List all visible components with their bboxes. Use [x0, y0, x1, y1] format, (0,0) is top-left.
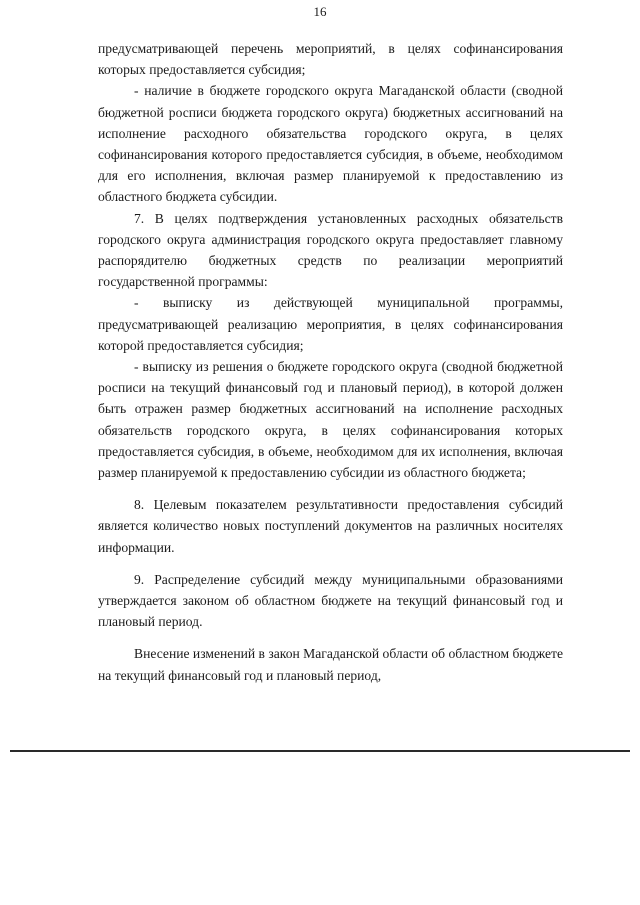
document-body: [98, 38, 563, 686]
paragraph-8: Внесение изменений в закон Магаданской области об областном бюджете на текущий финансовый год и плановый период,: [98, 646, 563, 683]
paragraph-7: 9. Распределение субсидий между муниципальными образованиями утверждается законом об областном бюджете на текущий финансовый год и плановый период.: [98, 571, 563, 630]
page-bottom-rule: [10, 750, 630, 752]
paragraph-4: - выписку из действующей муниципальной программы, предусматривающей реализацию мероприятия, в целях софинансирования которой предоставляется субсидия;: [98, 295, 563, 353]
paragraph-6: 8. Целевым показателем результативности предоставления субсидий является количество новых поступлений документов на различных носителях информации.: [98, 497, 563, 555]
paragraph-3: 7. В целях подтверждения установленных расходных обязательств городского округа администрация городского округа предоставляет главному распорядителю бюджетных средств по реализации мероприятий государственной программы:: [98, 210, 563, 290]
paragraph-5: - выписку из решения о бюджете городского округа (сводной бюджетной росписи на текущий финансовый год и плановый период), в которой должен быть отражен размер бюджетных ассигнований на исполнение расходных обязательств городского округа, в целях софинансирования которых предоставляется субсидия, в объеме, необходимом для их исполнения, включая размер планируемой к предоставлению субсидии из областного бюджета;: [98, 359, 563, 481]
paragraph-1: предусматривающей перечень мероприятий, в целях софинансирования которых предоставляется субсидия;: [98, 41, 563, 78]
page-number: 16: [313, 4, 327, 19]
paragraph-2: - наличие в бюджете городского округа Магаданской области (сводной бюджетной росписи бюджета городского округа) бюджетных ассигнований на исполнение расходного обязательства городского округа, в целях софинансирования которого предоставляется субсидия, в объеме, необходимом для его исполнения, включая размер планируемой к предоставлению из областного бюджета субсидии.: [98, 83, 563, 205]
